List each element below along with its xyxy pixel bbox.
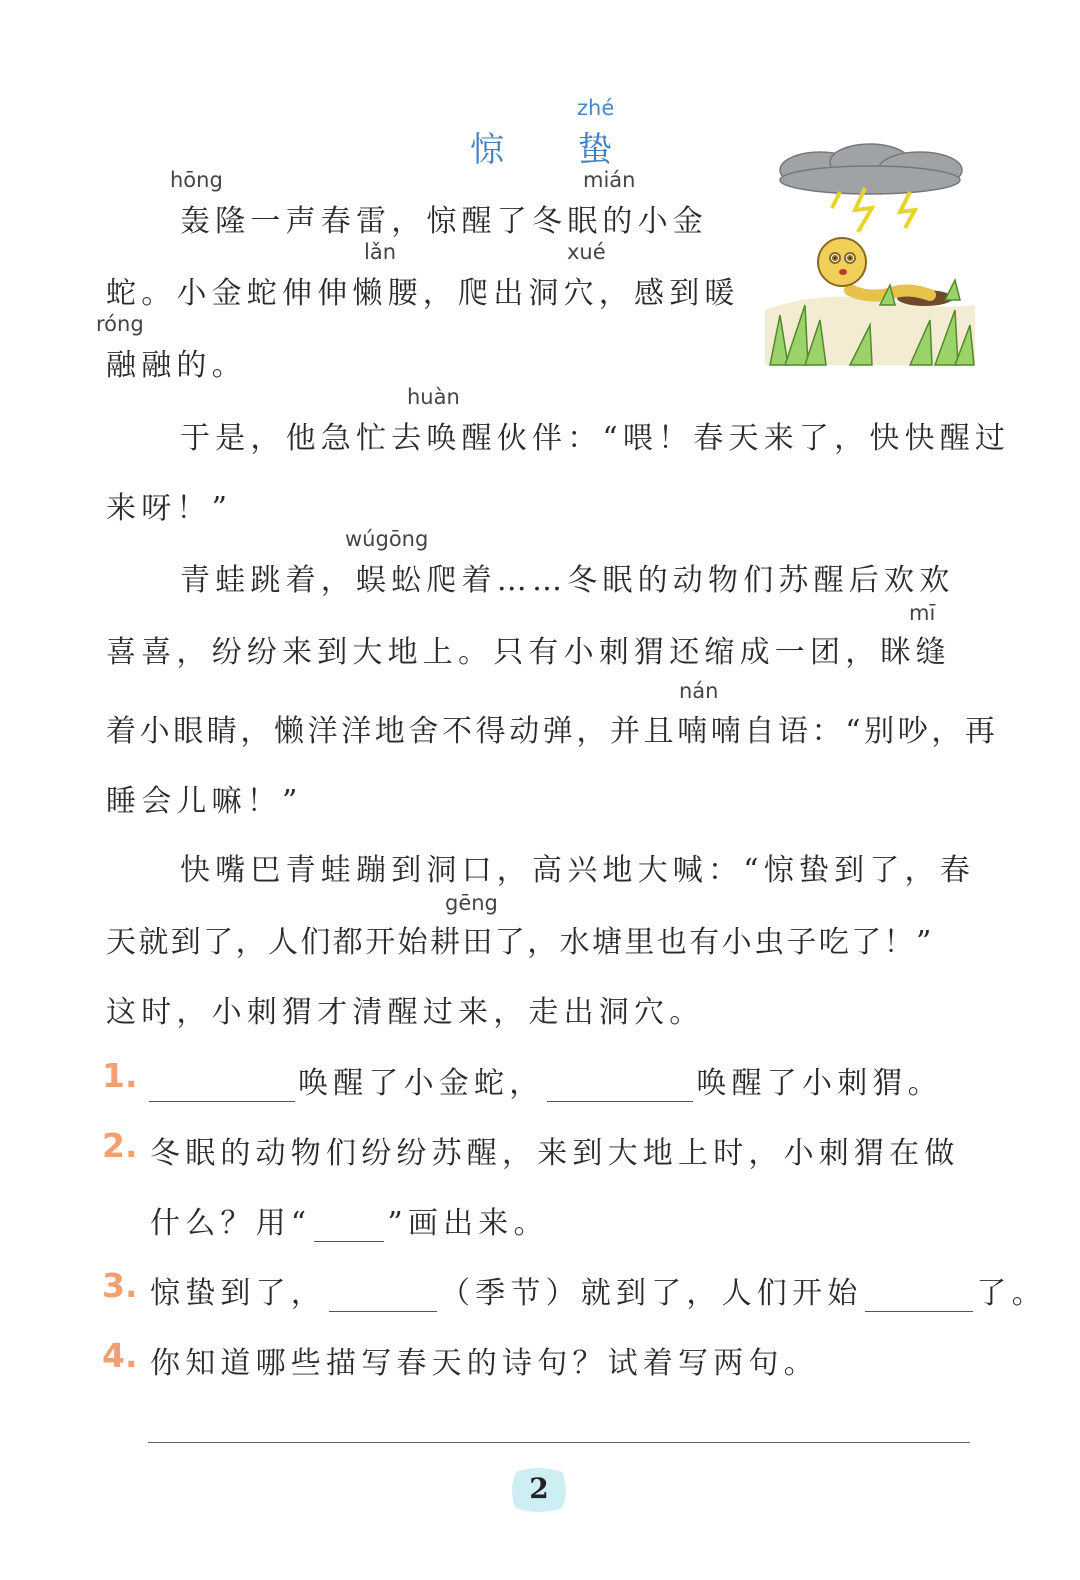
pinyin-huan: huàn <box>407 385 460 409</box>
paragraph-3-line-1: 青蛙跳着，蜈蚣爬着……冬眠的动物们苏醒后欢欢 <box>180 563 955 598</box>
question-2-number: 2. <box>102 1126 138 1165</box>
question-3-blank-a[interactable] <box>329 1281 437 1312</box>
question-1-part-b: 唤醒了小刺猬。 <box>696 1066 943 1101</box>
question-1-blank-a[interactable] <box>149 1071 295 1102</box>
paragraph-4-line-3: 这时，小刺猬才清醒过来，走出洞穴。 <box>106 995 705 1030</box>
pinyin-hong: hōng <box>170 168 223 192</box>
question-1-blank-b[interactable] <box>547 1071 693 1102</box>
pinyin-rong: róng <box>96 312 144 336</box>
question-1 <box>146 1058 943 1102</box>
question-1-part-a: 唤醒了小金蛇， <box>298 1066 545 1101</box>
question-3-part-a: 惊蛰到了， <box>150 1276 326 1311</box>
question-2-line-2a: 什么？用“ <box>150 1206 312 1241</box>
paragraph-3-line-2: 喜喜，纷纷来到大地上。只有小刺猬还缩成一团，眯缝 <box>106 635 951 670</box>
paragraph-2-line-1: 于是，他急忙去唤醒伙伴：“喂！春天来了，快快醒过 <box>180 421 1011 456</box>
paragraph-1-line-3: 融融的。 <box>106 348 247 383</box>
question-3 <box>150 1268 1047 1312</box>
pinyin-mian: mián <box>583 168 636 192</box>
paragraph-1-line-1: 轰隆一声春雷，惊醒了冬眠的小金 <box>180 204 708 239</box>
question-4-number: 4. <box>102 1336 138 1375</box>
question-3-part-b: （季节）就到了，人们开始 <box>440 1276 863 1311</box>
question-4: 你知道哪些描写春天的诗句？试着写两句。 <box>150 1346 819 1381</box>
question-2-line-1: 冬眠的动物们纷纷苏醒，来到大地上时，小刺猬在做 <box>150 1136 960 1171</box>
paragraph-4-line-1: 快嘴巴青蛙蹦到洞口，高兴地大喊：“惊蛰到了，春 <box>180 853 975 888</box>
question-3-part-c: 了。 <box>976 1276 1047 1311</box>
paragraph-2-line-2: 来呀！” <box>106 491 233 526</box>
pinyin-geng: gēng <box>445 891 498 915</box>
snake-icon <box>818 238 930 296</box>
cloud-icon <box>780 144 962 194</box>
question-2-blank[interactable] <box>314 1211 384 1242</box>
pinyin-wugong: wúgōng <box>345 527 429 551</box>
pinyin-nan: nán <box>679 679 719 703</box>
title-pinyin: zhé <box>577 96 615 120</box>
question-2-line-2b: ”画出来。 <box>387 1206 549 1241</box>
paragraph-1-line-2: 蛇。小金蛇伸伸懒腰，爬出洞穴，感到暖 <box>106 276 740 311</box>
paragraph-3-line-4: 睡会儿嘛！” <box>106 784 303 819</box>
answer-line[interactable] <box>148 1442 970 1443</box>
pinyin-xue: xué <box>567 240 606 264</box>
pinyin-mi: mī <box>909 601 936 625</box>
snake-thunder-illustration <box>760 140 980 370</box>
question-2-line-2 <box>150 1198 549 1242</box>
page-number: 2 <box>529 1472 549 1505</box>
title-char-2: 蛰 <box>578 130 612 170</box>
question-3-number: 3. <box>102 1266 138 1305</box>
title-char-1: 惊 <box>470 130 504 170</box>
paragraph-3-line-3: 着小眼睛，懒洋洋地舍不得动弹，并且喃喃自语：“别吵，再 <box>106 714 999 749</box>
question-1-number: 1. <box>102 1056 138 1095</box>
question-3-blank-b[interactable] <box>865 1281 973 1312</box>
paragraph-4-line-2: 天就到了，人们都开始耕田了，水塘里也有小虫子吃了！” <box>106 925 934 960</box>
pinyin-lan: lǎn <box>364 240 397 264</box>
